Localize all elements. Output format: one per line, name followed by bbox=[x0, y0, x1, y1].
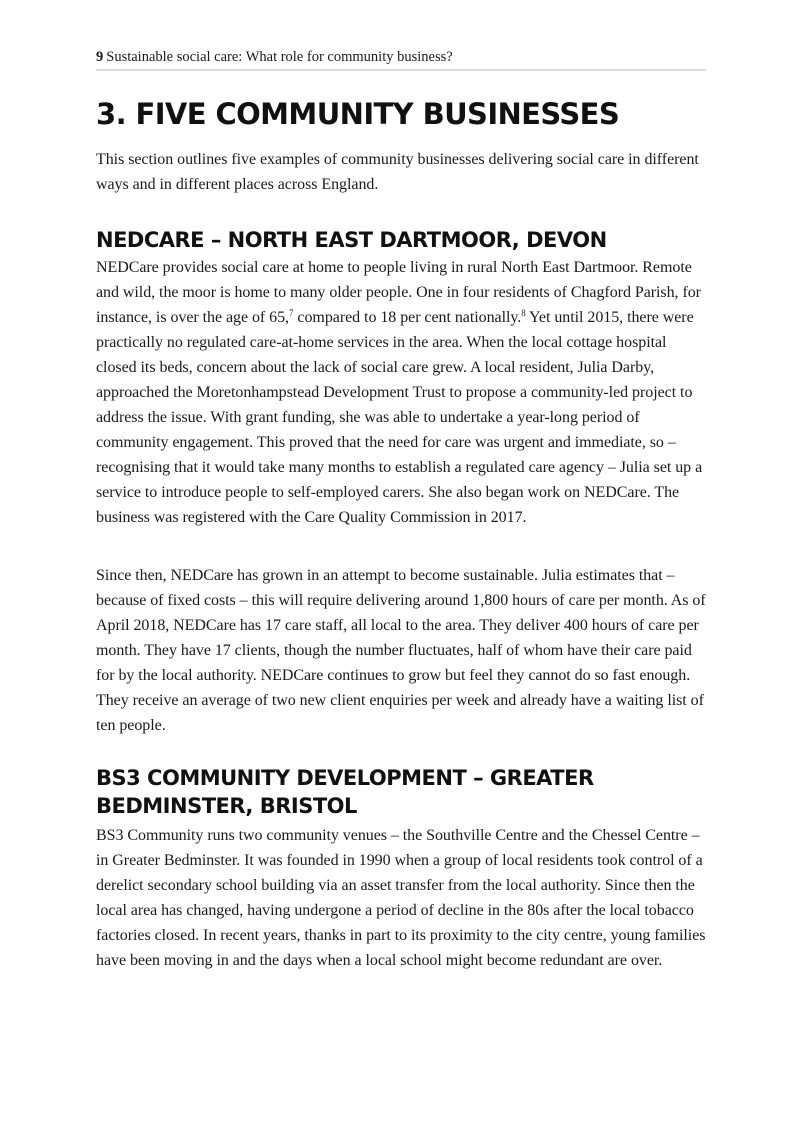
section-intro: This section outlines five examples of community businesses delivering social care in different ways and in different places across England. bbox=[96, 151, 699, 193]
nedcare-p1-text-a: NEDCare provides social care at home to people living in rural North East Dartmoor. Remote and wild, the moor is home to many older people. One in four residents of Chagford Parish, for instance, is over the age of 65, bbox=[96, 259, 701, 326]
nedcare-paragraph-1 bbox=[96, 255, 708, 530]
footnote-ref-7[interactable]: 7 bbox=[289, 308, 294, 318]
nedcare-p1-text-b: compared to 18 per cent nationally. bbox=[293, 309, 522, 326]
bs3-paragraph-1: BS3 Community runs two community venues – the Southville Centre and the Chessel Centre – in Greater Bedminster. It was founded in 1990 when a group of local residents took control of a derelict secondary school building via an asset transfer from the local authority. Since then the local area has changed, having undergone a period of decline in the 80s after the local tobacco factories closed. In recent years, thanks in part to its proximity to the city centre, young families have been moving in and the days when a local school might become redundant are over. bbox=[96, 827, 706, 969]
nedcare-heading: NEDCARE – NORTH EAST DARTMOOR, DEVON bbox=[96, 228, 607, 252]
nedcare-paragraph-2: Since then, NEDCare has grown in an attempt to become sustainable. Julia estimates that – because of fixed costs – this will require delivering around 1,800 hours of care per month. As of April 2018, NEDCare has 17 care staff, all local to the area. They deliver 400 hours of care per month. They have 17 clients, though the number fluctuates, half of whom have their care paid for by the local authority. NEDCare continues to grow but feel they cannot do so fast enough. They receive an average of two new client enquiries per week and already have a waiting list of ten people. bbox=[96, 567, 706, 734]
running-title: Sustainable social care: What role for community business? bbox=[106, 49, 453, 65]
nedcare-p1-text-c: Yet until 2015, there were practically no regulated care-at-home services in the area. When the local cottage hospital closed its beds, concern about the lack of social care grew. A local resident, Julia Darby, approached the Moretonhampstead Development Trust to propose a community-led project to address the issue. With grant funding, she was able to undertake a year-long period of community engagement. This proved that the need for care was urgent and immediate, so – recognising that it would take many months to establish a regulated care agency – Julia set up a service to introduce people to self-employed carers. She also began work on NEDCare. The business was registered with the Care Quality Commission in 2017. bbox=[96, 309, 703, 526]
footnote-ref-8[interactable]: 8 bbox=[521, 308, 526, 318]
section-title: 3. FIVE COMMUNITY BUSINESSES bbox=[96, 97, 620, 131]
bs3-heading: BS3 COMMUNITY DEVELOPMENT – GREATER BEDMINSTER, BRISTOL bbox=[96, 766, 594, 818]
running-header bbox=[96, 48, 706, 71]
page-number: 9 bbox=[96, 49, 104, 65]
